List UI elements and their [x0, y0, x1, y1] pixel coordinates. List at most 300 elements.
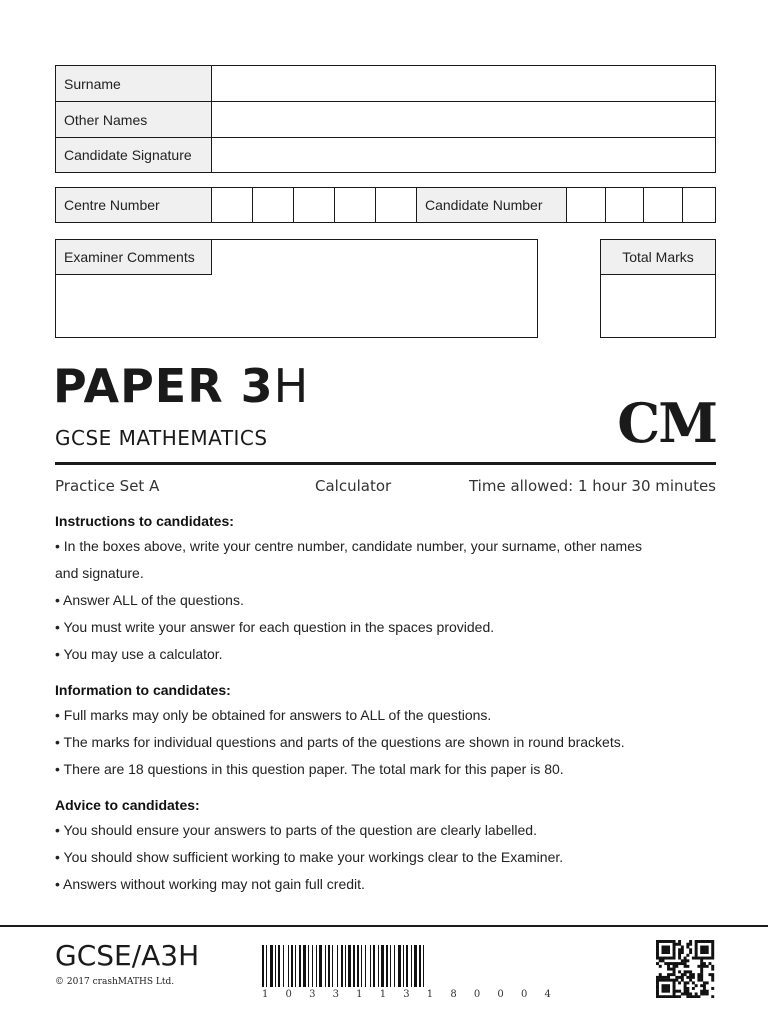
qr-module [711, 943, 714, 946]
barcode-bar [419, 945, 421, 987]
qr-module [662, 984, 665, 987]
qr-module [659, 965, 662, 968]
qr-module [678, 990, 681, 993]
examiner-comments-box [55, 239, 538, 338]
qr-module [700, 948, 703, 951]
instruction-line: and signature. [55, 565, 144, 581]
qr-module [678, 954, 681, 957]
qr-module [700, 992, 703, 995]
qr-module [703, 984, 706, 987]
qr-module [670, 973, 673, 976]
qr-module [678, 940, 681, 943]
qr-module [700, 965, 703, 968]
barcode-bar [332, 945, 333, 987]
qr-module [681, 948, 684, 951]
information-heading: Information to candidates: [55, 682, 231, 698]
qr-module [678, 970, 681, 973]
qr-module [700, 946, 703, 949]
qr-module [681, 979, 684, 982]
barcode-bar [345, 945, 346, 987]
qr-module [659, 940, 662, 943]
qr-module [697, 957, 700, 960]
centre-number-box-1[interactable] [212, 188, 253, 222]
qr-module [662, 957, 665, 960]
qr-module [656, 962, 659, 965]
instruction-line: • Answer ALL of the questions. [55, 592, 244, 608]
qr-module [681, 951, 684, 954]
qr-module [656, 984, 659, 987]
qr-module [700, 951, 703, 954]
qr-module [700, 976, 703, 979]
qr-module [703, 951, 706, 954]
qr-module [673, 968, 676, 971]
qr-module [695, 946, 698, 949]
candidate-details-table [55, 65, 716, 173]
qr-module [678, 957, 681, 960]
copyright: © 2017 crashMATHS Ltd. [55, 977, 175, 987]
qr-module [667, 995, 670, 998]
barcode-bar [390, 945, 391, 987]
qr-module [700, 979, 703, 982]
qr-module [686, 992, 689, 995]
signature-label: Candidate Signature [56, 138, 212, 172]
qr-module [695, 992, 698, 995]
examiner-comments-field[interactable] [56, 275, 537, 337]
qr-module [689, 992, 692, 995]
qr-module [662, 987, 665, 990]
qr-module [695, 957, 698, 960]
qr-module [706, 992, 709, 995]
barcode-bar [325, 945, 326, 987]
qr-module [697, 940, 700, 943]
qr-module [700, 973, 703, 976]
centre-number-box-3[interactable] [294, 188, 335, 222]
qr-module [703, 946, 706, 949]
qr-module [667, 979, 670, 982]
qr-module [656, 943, 659, 946]
qr-module [689, 943, 692, 946]
barcode-bar [414, 945, 417, 987]
barcode-bar [295, 945, 296, 987]
qr-module [700, 962, 703, 965]
qr-module [703, 962, 706, 965]
qr-module [686, 981, 689, 984]
information-list [55, 702, 725, 783]
qr-module [664, 957, 667, 960]
qr-module [670, 995, 673, 998]
qr-module [678, 948, 681, 951]
qr-module [703, 992, 706, 995]
qr-module [656, 957, 659, 960]
qr-module [686, 943, 689, 946]
qr-module [706, 940, 709, 943]
barcode-bar [278, 945, 280, 987]
qr-module [711, 979, 714, 982]
qr-module [659, 979, 662, 982]
candidate-number-box-4[interactable] [683, 188, 715, 222]
qr-module [662, 948, 665, 951]
barcode-bar [266, 945, 267, 987]
qr-module [664, 990, 667, 993]
qr-module [664, 940, 667, 943]
qr-module [684, 987, 687, 990]
qr-module [692, 973, 695, 976]
qr-module [670, 957, 673, 960]
qr-module [684, 992, 687, 995]
qr-module [656, 940, 659, 943]
qr-module [686, 976, 689, 979]
qr-module [697, 976, 700, 979]
qr-module [703, 957, 706, 960]
qr-module [686, 970, 689, 973]
qr-module [670, 968, 673, 971]
centre-number-box-5[interactable] [376, 188, 417, 222]
number-row [55, 187, 716, 223]
footer-rule [0, 925, 768, 927]
qr-module [673, 973, 676, 976]
qr-code [656, 940, 716, 998]
qr-module [656, 948, 659, 951]
qr-module [664, 976, 667, 979]
qr-module [695, 984, 698, 987]
barcode-bar [423, 945, 424, 987]
qr-module [681, 976, 684, 979]
qr-module [684, 965, 687, 968]
qr-module [675, 962, 678, 965]
barcode-bar [381, 945, 384, 987]
qr-module [659, 973, 662, 976]
barcode-bar [373, 945, 375, 987]
examiner-comments-label: Examiner Comments [56, 240, 212, 275]
qr-module [673, 943, 676, 946]
barcode-bar [270, 945, 273, 987]
candidate-number-box-3[interactable] [644, 188, 682, 222]
qr-module [667, 957, 670, 960]
qr-module [706, 946, 709, 949]
qr-module [662, 990, 665, 993]
qr-module [686, 959, 689, 962]
qr-module [706, 948, 709, 951]
barcode [262, 945, 512, 987]
qr-module [675, 943, 678, 946]
qr-module [684, 984, 687, 987]
barcode-bar [288, 945, 289, 987]
qr-module [711, 995, 714, 998]
qr-module [684, 959, 687, 962]
qr-module [703, 965, 706, 968]
qr-module [662, 979, 665, 982]
advice-heading: Advice to candidates: [55, 797, 200, 813]
barcode-bars [262, 945, 512, 987]
surname-field[interactable] [212, 66, 715, 102]
paper-title [53, 359, 309, 413]
qr-module [670, 962, 673, 965]
instruction-line: • You may use a calculator. [55, 646, 223, 662]
qr-module [667, 965, 670, 968]
qr-module [662, 946, 665, 949]
paper-title-tier: H [273, 359, 310, 413]
total-marks-field[interactable] [601, 275, 715, 337]
qr-module [703, 990, 706, 993]
qr-module [700, 957, 703, 960]
qr-module [662, 940, 665, 943]
paper-code: GCSE/A3H [55, 939, 200, 972]
candidate-number-box-1[interactable] [567, 188, 605, 222]
qr-module [703, 948, 706, 951]
advice-list [55, 817, 725, 898]
qr-module [667, 946, 670, 949]
centre-number-box-4[interactable] [335, 188, 376, 222]
total-marks-box [600, 239, 716, 338]
total-marks-label: Total Marks [601, 240, 715, 275]
qr-module [686, 965, 689, 968]
qr-module [695, 940, 698, 943]
barcode-bar [319, 945, 322, 987]
qr-module [667, 987, 670, 990]
qr-module [708, 973, 711, 976]
qr-module [711, 946, 714, 949]
qr-module [711, 957, 714, 960]
qr-module [675, 990, 678, 993]
qr-module [673, 946, 676, 949]
qr-module [675, 976, 678, 979]
qr-module [675, 995, 678, 998]
barcode-bar [262, 945, 264, 987]
qr-module [695, 995, 698, 998]
barcode-bar [403, 945, 404, 987]
qr-module [681, 973, 684, 976]
qr-module [711, 940, 714, 943]
qr-module [656, 995, 659, 998]
barcode-bar [357, 945, 359, 987]
practice-set: Practice Set A [55, 477, 160, 495]
paper-subtitle: GCSE MATHEMATICS [55, 426, 268, 450]
candidate-number-box-2[interactable] [606, 188, 643, 222]
qr-module [695, 951, 698, 954]
qr-module [692, 995, 695, 998]
qr-module [708, 957, 711, 960]
qr-module [689, 976, 692, 979]
barcode-bar [406, 945, 408, 987]
qr-module [695, 948, 698, 951]
qr-module [686, 987, 689, 990]
qr-module [700, 984, 703, 987]
qr-module [706, 957, 709, 960]
qr-module [673, 995, 676, 998]
qr-module [667, 948, 670, 951]
qr-module [673, 965, 676, 968]
qr-module [670, 979, 673, 982]
qr-module [695, 954, 698, 957]
qr-module [659, 976, 662, 979]
qr-module [684, 990, 687, 993]
qr-module [659, 959, 662, 962]
qr-module [684, 973, 687, 976]
advice-line: • Answers without working may not gain full credit. [55, 876, 365, 892]
qr-module [711, 973, 714, 976]
barcode-bar [328, 945, 330, 987]
qr-module [708, 962, 711, 965]
qr-module [706, 965, 709, 968]
qr-module [697, 979, 700, 982]
barcode-bar [337, 945, 338, 987]
instruction-line: • You must write your answer for each question in the spaces provided. [55, 619, 495, 635]
qr-module [678, 981, 681, 984]
qr-module [673, 981, 676, 984]
qr-module [667, 976, 670, 979]
qr-module [664, 951, 667, 954]
qr-module [706, 981, 709, 984]
qr-module [662, 959, 665, 962]
barcode-bar [370, 945, 371, 987]
qr-module [664, 948, 667, 951]
qr-module [692, 976, 695, 979]
qr-module [697, 973, 700, 976]
paper-title-bold: PAPER 3 [53, 359, 274, 413]
qr-module [681, 962, 684, 965]
qr-module [697, 965, 700, 968]
qr-module [656, 946, 659, 949]
advice-line: • You should ensure your answers to parts of the question are clearly labelled. [55, 822, 537, 838]
barcode-bar [312, 945, 313, 987]
qr-module [684, 970, 687, 973]
qr-module [667, 973, 670, 976]
qr-module [656, 979, 659, 982]
crashmaths-logo: CM [617, 391, 716, 455]
centre-number-box-2[interactable] [253, 188, 294, 222]
qr-module [659, 957, 662, 960]
qr-module [700, 990, 703, 993]
qr-module [700, 959, 703, 962]
title-rule [55, 462, 716, 465]
qr-module [708, 940, 711, 943]
qr-module [664, 984, 667, 987]
qr-module [678, 962, 681, 965]
barcode-bar [365, 945, 366, 987]
qr-module [678, 943, 681, 946]
qr-module [662, 951, 665, 954]
qr-module [711, 951, 714, 954]
barcode-bar [291, 945, 293, 987]
qr-module [689, 948, 692, 951]
qr-module [684, 981, 687, 984]
qr-module [673, 970, 676, 973]
signature-field[interactable] [212, 138, 715, 172]
qr-module [689, 995, 692, 998]
qr-module [678, 976, 681, 979]
qr-module [664, 946, 667, 949]
qr-module [686, 995, 689, 998]
qr-module [667, 940, 670, 943]
calculator-note: Calculator [315, 477, 392, 495]
barcode-bar [316, 945, 317, 987]
qr-module [711, 976, 714, 979]
qr-module [681, 992, 684, 995]
barcode-bar [378, 945, 379, 987]
qr-module [656, 976, 659, 979]
qr-module [670, 940, 673, 943]
qr-module [684, 957, 687, 960]
qr-module [706, 951, 709, 954]
qr-module [675, 965, 678, 968]
qr-module [689, 940, 692, 943]
barcode-bar [398, 945, 401, 987]
qr-module [664, 995, 667, 998]
other-names-label: Other Names [56, 102, 212, 137]
qr-module [656, 954, 659, 957]
qr-module [673, 984, 676, 987]
qr-module [689, 970, 692, 973]
qr-module [673, 957, 676, 960]
qr-module [686, 990, 689, 993]
barcode-bar [353, 945, 355, 987]
qr-module [686, 954, 689, 957]
qr-module [664, 962, 667, 965]
qr-module [686, 946, 689, 949]
qr-module [664, 979, 667, 982]
qr-module [700, 968, 703, 971]
qr-module [673, 948, 676, 951]
barcode-bar [299, 945, 301, 987]
qr-module [697, 995, 700, 998]
qr-module [678, 951, 681, 954]
qr-module [656, 992, 659, 995]
qr-module [711, 987, 714, 990]
other-names-field[interactable] [212, 102, 715, 137]
qr-module [664, 987, 667, 990]
qr-module [703, 981, 706, 984]
qr-module [692, 981, 695, 984]
qr-module [662, 976, 665, 979]
qr-module [692, 987, 695, 990]
barcode-bar [394, 945, 395, 987]
barcode-bar [386, 945, 388, 987]
qr-module [700, 940, 703, 943]
barcode-bar [348, 945, 351, 987]
qr-module [673, 992, 676, 995]
barcode-bar [275, 945, 276, 987]
time-allowed: Time allowed: 1 hour 30 minutes [468, 477, 716, 495]
qr-module [673, 990, 676, 993]
qr-module [689, 951, 692, 954]
barcode-bar [411, 945, 412, 987]
qr-module [711, 948, 714, 951]
qr-module [673, 962, 676, 965]
qr-code-image [656, 940, 716, 998]
qr-module [711, 965, 714, 968]
surname-label: Surname [56, 66, 212, 102]
qr-module [675, 979, 678, 982]
qr-module [684, 962, 687, 965]
qr-module [695, 943, 698, 946]
centre-number-label: Centre Number [56, 188, 212, 222]
qr-module [656, 987, 659, 990]
instructions-list [55, 533, 725, 668]
barcode-bar [308, 945, 309, 987]
qr-module [667, 968, 670, 971]
qr-module [673, 954, 676, 957]
qr-module [703, 940, 706, 943]
barcode-bar [283, 945, 284, 987]
qr-module [656, 951, 659, 954]
qr-module [662, 995, 665, 998]
qr-module [673, 987, 676, 990]
qr-module [667, 962, 670, 965]
information-line: • There are 18 questions in this question paper. The total mark for this paper is 80. [55, 761, 564, 777]
qr-module [667, 984, 670, 987]
qr-module [667, 990, 670, 993]
qr-module [692, 957, 695, 960]
